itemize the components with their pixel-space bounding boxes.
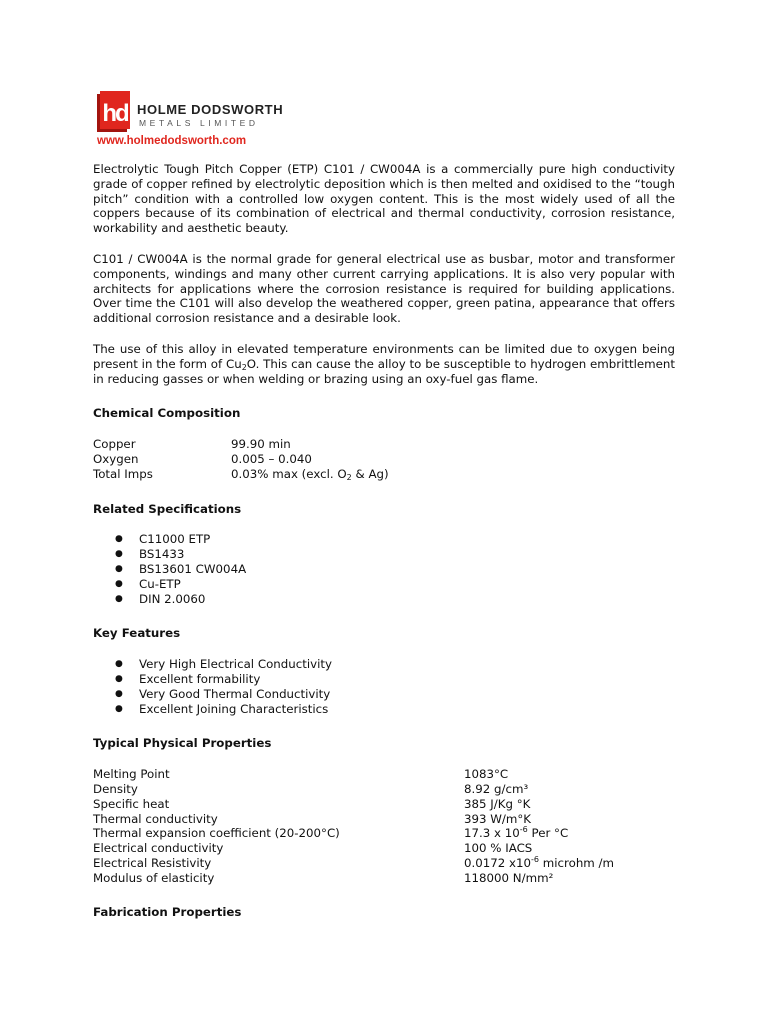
composition-value: 99.90 min xyxy=(231,437,291,452)
list-item-label: Very High Electrical Conductivity xyxy=(139,657,332,672)
bullet-icon: ● xyxy=(115,578,123,589)
property-value: 1083°C xyxy=(464,767,509,782)
property-value: 100 % IACS xyxy=(464,841,533,856)
company-logo xyxy=(93,88,675,148)
property-label: Electrical conductivity xyxy=(93,841,224,856)
intro-paragraph-2: C101 / CW004A is the normal grade for general electrical use as busbar, motor and transformer components, windings and many other current carrying applications. It is also very popular with architects for applications where the corrosion resistance is required for building applications. Over time the C101 will also develop the weathered copper, green patina, appearance that offers additional corrosion resistance and a desirable look. xyxy=(93,251,675,326)
list-item xyxy=(93,687,675,702)
intro-paragraph-1: Electrolytic Tough Pitch Copper (ETP) C101 / CW004A is a commercially pure high conductivity grade of copper refined by electrolytic deposition which is then melted and oxidised to the “tough pitch” condition with a controlled low oxygen content. This is the most widely used of all the coppers because of its combination of electrical and thermal conductivity, corrosion resistance, workability and aesthetic beauty. xyxy=(93,162,675,236)
resistivity-value-end: microhm /m xyxy=(539,855,615,870)
expansion-value-start: 17.3 x 10 xyxy=(464,826,520,841)
composition-row xyxy=(93,467,675,482)
list-item-label: BS13601 CW004A xyxy=(139,561,247,576)
list-item-label: C11000 ETP xyxy=(139,532,211,547)
property-value: 385 J/Kg °K xyxy=(464,796,531,811)
list-item xyxy=(93,577,675,592)
cu2o-subscript: 2 xyxy=(241,362,247,372)
list-item xyxy=(93,672,675,687)
expansion-value-end: Per °C xyxy=(527,826,569,841)
list-item-label: Very Good Thermal Conductivity xyxy=(139,686,331,701)
property-label: Thermal conductivity xyxy=(93,811,218,826)
bullet-icon: ● xyxy=(115,659,123,670)
composition-label: Total Imps xyxy=(93,466,153,481)
bullet-icon: ● xyxy=(115,534,123,545)
property-row xyxy=(93,826,675,841)
bullet-icon: ● xyxy=(115,549,123,560)
bullet-icon: ● xyxy=(115,593,123,604)
intro-paragraph-3 xyxy=(93,342,675,386)
hd-logo-mark-icon xyxy=(97,88,135,134)
property-label: Thermal expansion coefficient (20-200°C) xyxy=(93,826,340,841)
list-item-label: Cu-ETP xyxy=(139,576,181,591)
composition-row xyxy=(93,437,675,452)
list-item-label: Excellent Joining Characteristics xyxy=(139,701,329,716)
bullet-icon: ● xyxy=(115,563,123,574)
property-row xyxy=(93,767,675,782)
property-row xyxy=(93,782,675,797)
logo-mark-text: hd xyxy=(102,100,128,127)
property-value: 118000 N/mm² xyxy=(464,870,554,885)
bullet-icon: ● xyxy=(115,703,123,714)
resistivity-value-start: 0.0172 x10 xyxy=(464,855,532,870)
physical-properties-heading: Typical Physical Properties xyxy=(93,736,272,751)
bullet-icon: ● xyxy=(115,673,123,684)
intro-paragraph-3-start: The use of this alloy in elevated temperature environments can be limited due to oxygen being present in the form of Cu xyxy=(93,341,675,371)
property-value: 393 W/m°K xyxy=(464,811,532,826)
exponent-superscript: -6 xyxy=(519,825,528,835)
property-label: Modulus of elasticity xyxy=(93,870,215,885)
key-features-list xyxy=(93,657,675,716)
physical-properties-table xyxy=(93,767,675,885)
datasheet-page xyxy=(93,88,675,920)
composition-label: Oxygen xyxy=(93,451,139,466)
property-value xyxy=(464,826,568,841)
list-item-label: Excellent formability xyxy=(139,671,261,686)
company-subtitle: METALS LIMITED xyxy=(139,118,259,128)
total-imps-value-start: 0.03% max (excl. O xyxy=(231,466,347,481)
list-item xyxy=(93,592,675,607)
list-item xyxy=(93,547,675,562)
property-value: 8.92 g/cm³ xyxy=(464,781,529,796)
property-label: Electrical Resistivity xyxy=(93,855,212,870)
composition-value xyxy=(231,467,389,482)
composition-value: 0.005 – 0.040 xyxy=(231,451,312,466)
list-item-label: DIN 2.0060 xyxy=(139,591,206,606)
related-specifications-heading: Related Specifications xyxy=(93,501,242,516)
composition-label: Copper xyxy=(93,437,136,452)
intro-paragraph-3-end: O. This can cause the alloy to be susceptible to hydrogen embrittlement in reducing gasses or when welding or brazing using an oxy-fuel gas flame. xyxy=(93,356,676,386)
composition-row xyxy=(93,452,675,467)
property-row xyxy=(93,797,675,812)
list-item xyxy=(93,657,675,672)
list-item-label: BS1433 xyxy=(139,547,185,562)
chemical-composition-table xyxy=(93,437,675,481)
exponent-superscript: -6 xyxy=(531,854,540,864)
list-item xyxy=(93,532,675,547)
property-row xyxy=(93,841,675,856)
list-item xyxy=(93,562,675,577)
property-row xyxy=(93,812,675,827)
list-item xyxy=(93,702,675,717)
property-value xyxy=(464,856,614,871)
property-label: Melting Point xyxy=(93,767,170,782)
property-label: Specific heat xyxy=(93,796,170,811)
related-specifications-list xyxy=(93,532,675,606)
fabrication-properties-heading: Fabrication Properties xyxy=(93,905,242,920)
o2-subscript: 2 xyxy=(346,472,352,482)
bullet-icon: ● xyxy=(115,688,123,699)
property-row xyxy=(93,856,675,871)
total-imps-value-end: & Ag) xyxy=(351,466,389,481)
company-website-link[interactable]: www.holmedodsworth.com xyxy=(97,135,247,147)
property-label: Density xyxy=(93,781,138,796)
key-features-heading: Key Features xyxy=(93,626,181,641)
company-name: HOLME DODSWORTH xyxy=(137,102,284,117)
chemical-composition-heading: Chemical Composition xyxy=(93,406,241,421)
property-row xyxy=(93,871,675,886)
